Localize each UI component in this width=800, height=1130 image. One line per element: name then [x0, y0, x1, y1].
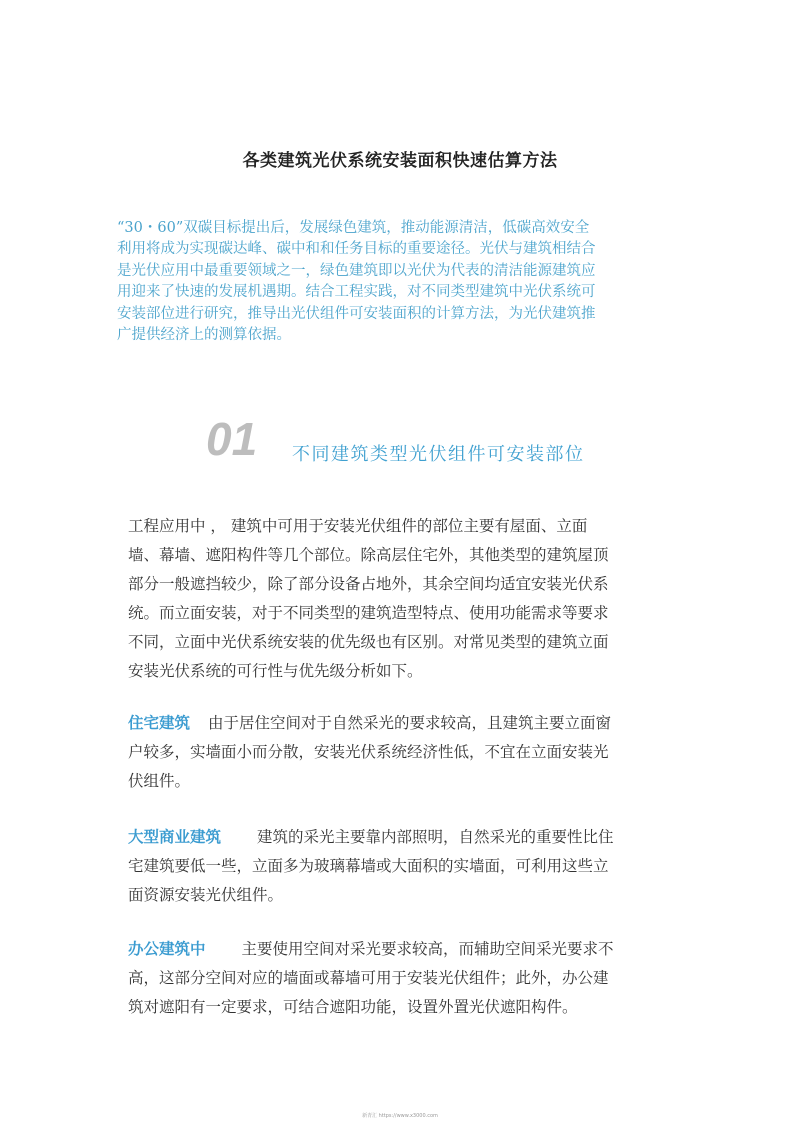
body-line: 统。而立面安装，对于不同类型的建筑造型特点、使用功能需求等要求 — [128, 604, 609, 622]
commercial-paragraph — [128, 823, 698, 910]
residential-paragraph — [128, 709, 698, 796]
body-line: 部分一般遮挡较少，除了部分设备占地外，其余空间均适宜安装光伏系 — [128, 575, 609, 593]
type-label: 大型商业建筑 — [128, 828, 222, 846]
intro-line: 利用将成为实现碳达峰、碳中和和任务目标的重要途径。光伏与建筑相结合 — [117, 241, 596, 258]
footer-watermark: 新青汇 https://www.x3000.com — [362, 1113, 438, 1119]
document-title: 各类建筑光伏系统安装面积快速估算方法 — [242, 151, 558, 171]
type-line: 主要使用空间对采光要求较高，而辅助空间采光要求不 — [241, 940, 614, 958]
body-line: 安装光伏系统的可行性与优先级分析如下。 — [128, 662, 423, 680]
office-paragraph — [128, 935, 698, 1022]
type-line: 高，这部分空间对应的墙面或幕墙可用于安装光伏组件；此外，办公建 — [128, 969, 609, 987]
type-line: 由于居住空间对于自然采光的要求较高，且建筑主要立面窗 — [208, 714, 612, 732]
type-line: 筑对遮阳有一定要求，可结合遮阳功能，设置外置光伏遮阳构件。 — [128, 998, 578, 1016]
body-line: 工程应用中 ， 建筑中可用于安装光伏组件的部位主要有屋面、立面 — [128, 517, 588, 535]
intro-paragraph — [117, 218, 697, 346]
type-line: 建筑的采光主要靠内部照明，自然采光的重要性比住 — [257, 828, 614, 846]
intro-line: “30・60”双碳目标提出后，发展绿色建筑，推动能源清洁，低碳高效安全 — [117, 220, 590, 236]
type-label: 住宅建筑 — [128, 714, 191, 732]
type-line: 面资源安装光伏组件。 — [128, 886, 284, 904]
intro-line: 是光伏应用中最重要领域之一，绿色建筑即以光伏为代表的清洁能源建筑应 — [117, 262, 596, 279]
section-title: 不同建筑类型光伏组件可安装部位 — [292, 444, 585, 465]
section-number: 01 — [206, 413, 258, 465]
type-label: 办公建筑中 — [128, 940, 206, 958]
type-line: 户较多，实墙面小而分散，安装光伏系统经济性低，不宜在立面安装光 — [128, 743, 609, 761]
body-paragraph — [128, 512, 698, 686]
intro-line: 广提供经济上的测算依据。 — [117, 327, 291, 344]
intro-line: 用迎来了快速的发展机遇期。结合工程实践，对不同类型建筑中光伏系统可 — [117, 284, 596, 301]
type-line: 伏组件。 — [128, 772, 191, 790]
type-line: 宅建筑要低一些，立面多为玻璃幕墙或大面积的实墙面，可利用这些立 — [128, 857, 609, 875]
body-line: 不同，立面中光伏系统安装的优先级也有区别。对常见类型的建筑立面 — [128, 633, 609, 651]
intro-line: 安装部位进行研究，推导出光伏组件可安装面积的计算方法，为光伏建筑推 — [117, 305, 596, 322]
body-line: 墙、幕墙、遮阳构件等几个部位。除高层住宅外，其他类型的建筑屋顶 — [128, 546, 609, 564]
